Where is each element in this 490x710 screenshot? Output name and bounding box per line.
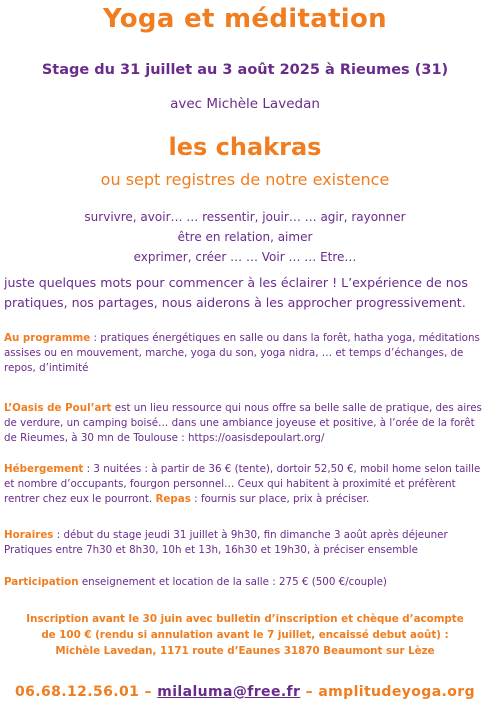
hebergement-section [4,462,486,507]
contact-line [0,684,490,700]
verse-line: exprimer, créer … … Voir … … Etre… [133,250,357,264]
hebergement-text: : 3 nuitées : à partir de 36 € (tente), dortoir 52,50 €, mobil home selon taille et nombre d’occupants, fourgon personnel… Ceux qui habitent à proximité et préfèrent rentrer chez eux le pourront. [4,463,481,505]
inscription-notice [0,611,490,659]
main-title: Yoga et méditation [103,4,387,34]
horaires-label: Horaires [4,529,54,541]
oasis-text: est un lieu ressource qui nous offre sa belle salle de pratique, des aires de verdure, un camping boisé… dans une ambiance joyeuse et positive, à l’orée de la forêt de Rieumes, à 30 mn de Toulouse : https://oasisdepoulart.org/ [4,402,482,444]
inscription-line: de 100 € (rendu si annulation avant le 7 juillet, encaissé debut août) : [41,629,449,641]
oasis-section [4,401,486,446]
theme-tagline: ou sept registres de notre existence [100,170,390,189]
horaires-line2: Pratiques entre 7h30 et 8h30, 10h et 13h, 16h30 et 19h30, à préciser ensemble [4,544,419,556]
verse-line: survivre, avoir… … ressentir, jouir… … agir, rayonner [84,210,406,224]
programme-text: : pratiques énergétiques en salle ou dans la forêt, hatha yoga, méditations assises ou en mouvement, marche, yoga du son, yoga nidra, … et temps d’échanges, de repos, d’intimité [4,332,480,374]
participation-text: enseignement et location de la salle : 275 € (500 €/couple) [78,576,387,588]
separator: – [300,684,319,700]
participation-label: Participation [4,576,79,588]
separator: – [139,684,158,700]
chakra-verses [0,207,490,267]
teacher-line: avec Michèle Lavedan [170,96,320,112]
theme-heading: les chakras [168,133,322,161]
oasis-label: L’Oasis de Poul’art [4,402,112,414]
intro-paragraph: juste quelques mots pour commencer à les éclairer ! L’expérience de nos pratiques, nos partages, nous aiderons à les approcher progressivement. [4,275,468,310]
programme-section [4,331,486,376]
website-text[interactable]: amplitudeyoga.org [318,684,476,700]
programme-label: Au programme [4,332,91,344]
horaires-line1: : début du stage jeudi 31 juillet à 9h30, fin dimanche 3 août après déjeuner [53,529,448,541]
inscription-line: Michèle Lavedan, 1171 route d’Eaunes 31870 Beaumont sur Lèze [55,645,435,657]
inscription-line: Inscription avant le 30 juin avec bulletin d’inscription et chèque d’acompte [26,613,464,625]
hebergement-label: Hébergement [4,463,84,475]
phone-number: 06.68.12.56.01 [14,684,140,700]
repas-text: : fournis sur place, prix à préciser. [190,493,370,505]
participation-section [4,575,486,590]
verse-line: être en relation, aimer [177,230,313,244]
horaires-section [4,528,486,558]
email-link[interactable]: milaluma@free.fr [157,684,301,700]
stage-dates-subtitle: Stage du 31 juillet au 3 août 2025 à Rieumes (31) [41,62,449,78]
repas-label: Repas [155,493,191,505]
